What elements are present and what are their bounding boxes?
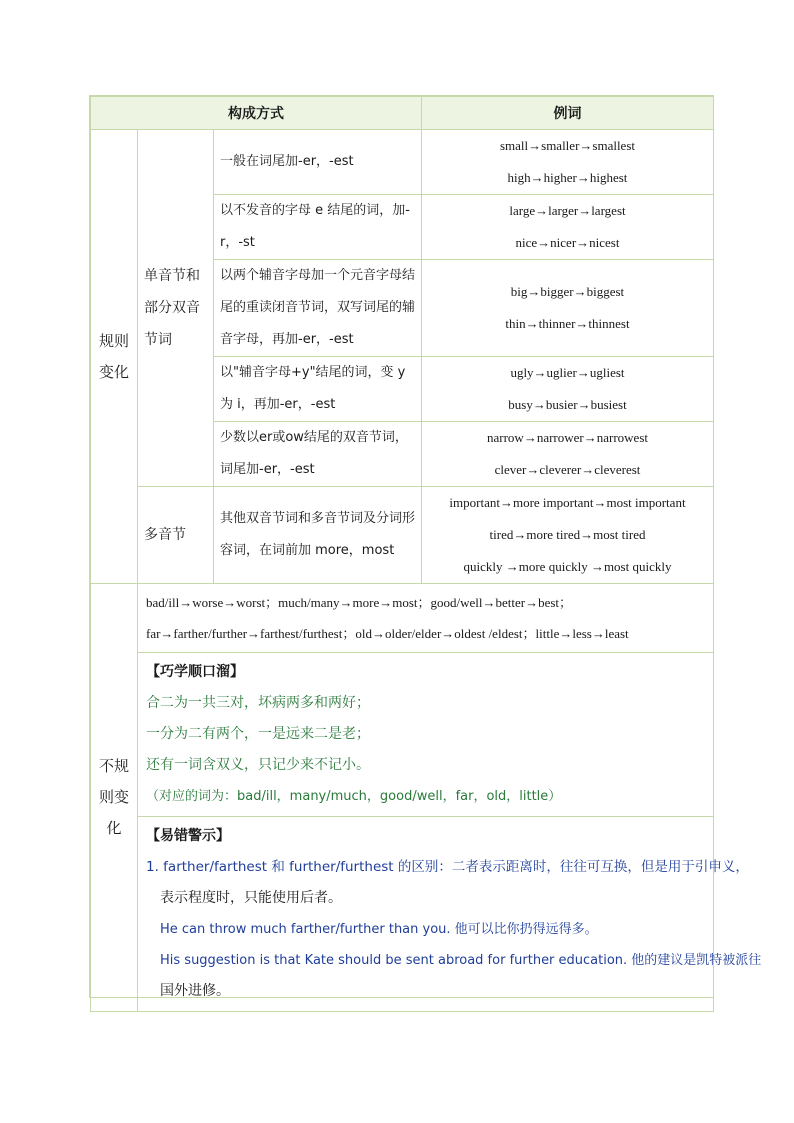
warning-example: He can throw much farther/further than you. 他可以比你扔得远得多。 — [160, 922, 598, 937]
table-header-row — [91, 97, 714, 130]
table-row — [91, 130, 714, 195]
warning-example: His suggestion is that Kate should be sent abroad for further education. 他的建议是凯特被派往 — [160, 953, 762, 968]
example-line: ugly→uglier→ugliest — [510, 365, 625, 380]
example-line: important→more important→most important — [449, 495, 686, 510]
warning-point-continued: 表示程度时，只能使用后者。 — [160, 890, 342, 906]
comparison-table-page — [89, 95, 762, 999]
warning-point: 1. farther/farthest 和 further/furthest 的区别：二者表示距离时，往往可互换，但是用于引申义， — [146, 859, 749, 875]
regular-label: 规则变化 — [91, 130, 138, 584]
irregular-list — [138, 584, 714, 653]
table-row — [91, 584, 714, 653]
comparison-table — [90, 96, 762, 1012]
table-row — [91, 817, 714, 1012]
example-line: small→smaller→smallest — [499, 138, 636, 153]
example-line: quickly →more quickly →most quickly — [463, 559, 672, 574]
example-line: busy→busier→busiest — [508, 397, 627, 412]
example-cell — [422, 260, 714, 357]
example-cell — [422, 487, 714, 584]
example-line: high→higher→highest — [507, 170, 628, 185]
example-line: large→larger→largest — [509, 203, 626, 218]
rhyme-note: （对应的词为：bad/ill，many/much，good/well，far，old，little） — [146, 789, 562, 804]
rhyme-title: 【巧学顺口溜】 — [146, 664, 244, 680]
table-row — [91, 653, 714, 817]
irregular-list-line: far→farther/further→farthest/furthest；old→older/elder→oldest /eldest；little→less→least — [146, 626, 629, 641]
multi-label: 多音节 — [138, 487, 214, 584]
table-row — [91, 487, 714, 584]
header-formation: 构成方式 — [91, 97, 422, 130]
mono-label: 单音节和部分双音节词 — [138, 130, 214, 487]
example-cell — [422, 195, 714, 260]
example-line: tired→more tired→most tired — [489, 527, 646, 542]
header-examples: 例词 — [422, 97, 714, 130]
warning-example-continued: 国外进修。 — [160, 983, 230, 999]
example-line: narrow→narrower→narrowest — [487, 430, 648, 445]
example-line: clever→cleverer→cleverest — [494, 462, 641, 477]
warning-title: 【易错警示】 — [146, 828, 230, 844]
example-cell — [422, 357, 714, 422]
rule-cell: 其他双音节词和多音节词及分词形容词，在词前加 more，most — [214, 487, 422, 584]
example-line: nice→nicer→nicest — [515, 235, 620, 250]
example-cell — [422, 422, 714, 487]
example-cell — [422, 130, 714, 195]
irregular-list-line: bad/ill→worse→worst；much/many→more→most；good/well→better→best； — [146, 595, 573, 610]
rhyme-line: 一分为二有两个，一是远来二是老； — [146, 726, 370, 742]
rhyme-line: 合二为一共三对，坏病两多和两好； — [146, 695, 370, 711]
rule-cell: 以"辅音字母+y"结尾的词，变 y 为 i，再加-er，-est — [214, 357, 422, 422]
rule-cell: 以不发音的字母 e 结尾的词，加-r，-st — [214, 195, 422, 260]
rule-cell: 以两个辅音字母加一个元音字母结尾的重读闭音节词，双写词尾的辅音字母，再加-er，-est — [214, 260, 422, 357]
example-line: thin→thinner→thinnest — [505, 316, 630, 331]
irregular-label: 不规则变化 — [91, 584, 138, 1012]
warning-box — [138, 817, 762, 1012]
rule-cell: 少数以er或ow结尾的双音节词，词尾加-er，-est — [214, 422, 422, 487]
example-line: big→bigger→biggest — [510, 284, 625, 299]
rhyme-line: 还有一词含双义，只记少来不记小。 — [146, 757, 370, 773]
rule-cell: 一般在词尾加-er，-est — [214, 130, 422, 195]
rhyme-box — [138, 653, 714, 817]
